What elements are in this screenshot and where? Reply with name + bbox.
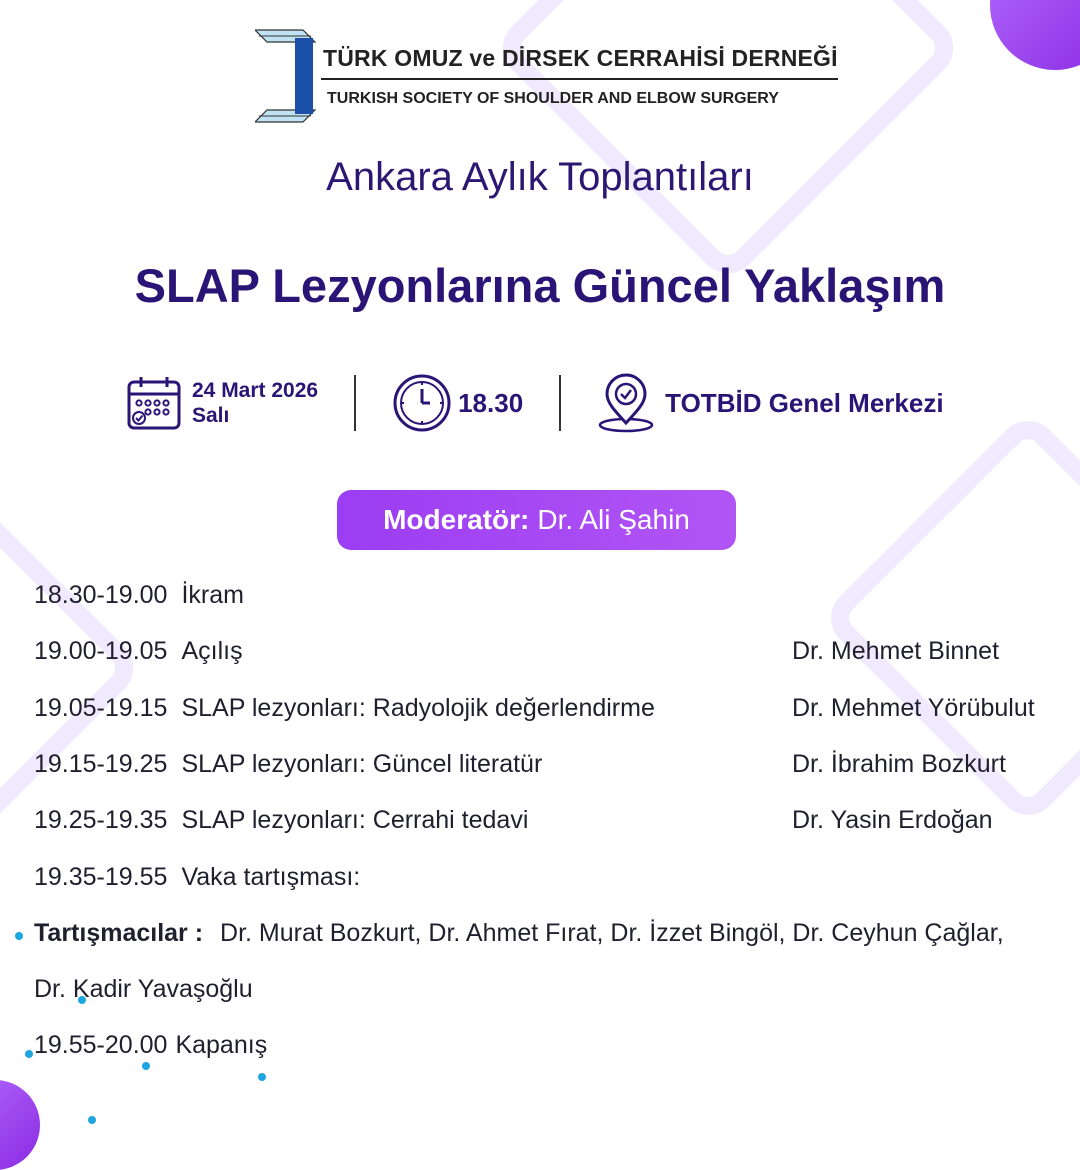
program-title: Vaka tartışması: (181, 863, 361, 891)
decor-dot (25, 1050, 33, 1058)
program-speaker: Dr. İbrahim Bozkurt (792, 750, 1006, 778)
decor-circle-top-right (990, 0, 1080, 70)
decor-dot (142, 1062, 150, 1070)
program-time: 19.15-19.25 (34, 750, 168, 778)
event-time (392, 373, 523, 433)
event-info-row (126, 372, 944, 434)
event-date-value: 24 Mart 2026 (192, 379, 319, 402)
program-speaker: Dr. Yasin Erdoğan (792, 806, 993, 834)
society-name-tr: TÜRK OMUZ ve DİRSEK CERRAHİSİ DERNEĞİ (321, 45, 838, 80)
program-title: SLAP lezyonları: Güncel literatür (181, 750, 543, 778)
moderator-name: Dr. Ali Şahin (537, 504, 690, 535)
discussants-line-2: Dr. Kadir Yavaşoğlu (34, 975, 253, 1003)
event-venue (597, 373, 943, 433)
event-date (126, 374, 318, 432)
program-time: 19.05-19.15 (34, 694, 168, 722)
program-speaker: Dr. Mehmet Yörübulut (792, 694, 1035, 722)
society-name-en: TURKISH SOCIETY OF SHOULDER AND ELBOW SURGERY (327, 89, 779, 107)
program-title: Kapanış (175, 1031, 268, 1059)
location-pin-icon (597, 373, 655, 433)
society-logo-mark (255, 28, 317, 124)
series-title: Ankara Aylık Toplantıları (326, 155, 754, 199)
event-headline: SLAP Lezyonlarına Güncel Yaklaşım (134, 259, 946, 312)
program-time: 19.55-20.00 (34, 1031, 168, 1059)
info-separator (354, 375, 356, 431)
event-time-value: 18.30 (458, 387, 524, 418)
program-title: Açılış (181, 637, 243, 665)
decor-dot (258, 1073, 266, 1081)
moderator-badge (337, 490, 736, 550)
program-item (34, 750, 542, 779)
clock-icon (392, 373, 452, 433)
program-speaker: Dr. Mehmet Binnet (792, 637, 1000, 665)
program-item (34, 581, 244, 610)
program-time: 19.25-19.35 (34, 806, 168, 834)
discussants-label: Tartışmacılar : (34, 919, 204, 947)
program-title: SLAP lezyonları: Radyolojik değerlendirme (181, 694, 655, 722)
program-item (34, 863, 360, 892)
event-venue-value: TOTBİD Genel Merkezi (665, 387, 944, 418)
decor-dot (15, 932, 23, 940)
program-time: 19.00-19.05 (34, 637, 168, 665)
program-title: SLAP lezyonları: Cerrahi tedavi (181, 806, 529, 834)
program-time: 19.35-19.55 (34, 863, 168, 891)
program-item (34, 637, 243, 666)
program-item-closing (34, 1031, 267, 1060)
decor-circle-bottom-left (0, 1080, 40, 1170)
calendar-icon (126, 374, 182, 432)
society-logo (255, 28, 838, 124)
discussants-line (34, 919, 1004, 948)
program-item (34, 694, 655, 723)
info-separator (559, 375, 561, 431)
program-item (34, 806, 528, 835)
program-time: 18.30-19.00 (34, 581, 168, 609)
decor-dot (88, 1116, 96, 1124)
moderator-label: Moderatör: (383, 504, 530, 535)
program-title: İkram (181, 581, 244, 609)
event-day-value: Salı (192, 404, 230, 427)
discussants-names: Dr. Murat Bozkurt, Dr. Ahmet Fırat, Dr. İzzet Bingöl, Dr. Ceyhun Çağlar, (220, 919, 1004, 947)
